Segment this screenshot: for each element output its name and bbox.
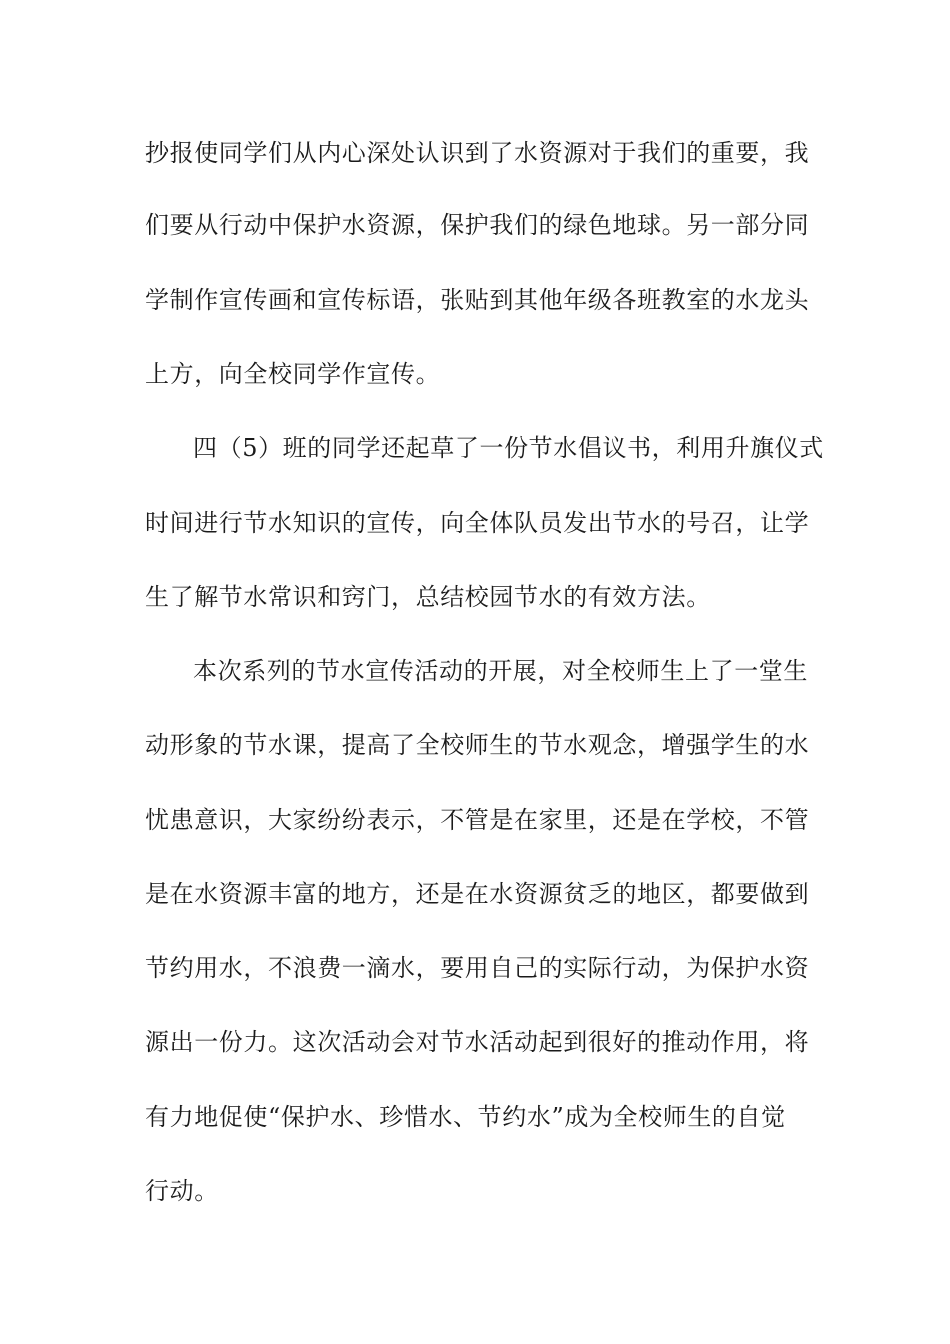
paragraph-3-line-8: 行动。 [145,1177,219,1205]
paragraph-3-line-4: 是在水资源丰富的地方，还是在水资源贫乏的地区，都要做到 [145,880,810,908]
paragraph-1-line-4: 上方，向全校同学作宣传。 [145,360,441,388]
paragraph-1-line-3: 学制作宣传画和宣传标语，张贴到其他年级各班教室的水龙头 [145,286,810,314]
paragraph-3-line-7: 有力地促使“保护水、珍惜水、节约水”成为全校师生的自觉 [145,1103,786,1131]
paragraph-2-line-3: 生了解节水常识和窍门，总结校园节水的有效方法。 [145,583,711,611]
paragraph-3-line-2: 动形象的节水课，提高了全校师生的节水观念，增强学生的水 [145,731,810,759]
paragraph-3-line-5: 节约用水，不浪费一滴水，要用自己的实际行动，为保护水资 [145,954,810,982]
paragraph-3-line-1: 本次系列的节水宣传活动的开展，对全校师生上了一堂生 [193,657,808,685]
paragraph-2-line-2: 时间进行节水知识的宣传，向全体队员发出节水的号召，让学 [145,509,810,537]
paragraph-2-line-1: 四（5）班的同学还起草了一份节水倡议书，利用升旗仪式 [193,434,824,462]
paragraph-3-line-3: 忧患意识，大家纷纷表示，不管是在家里，还是在学校，不管 [145,806,810,834]
paragraph-1-line-1: 抄报使同学们从内心深处认识到了水资源对于我们的重要，我 [145,139,810,167]
paragraph-1-line-2: 们要从行动中保护水资源，保护我们的绿色地球。另一部分同 [145,211,810,239]
paragraph-3-line-6: 源出一份力。这次活动会对节水活动起到很好的推动作用，将 [145,1028,810,1056]
